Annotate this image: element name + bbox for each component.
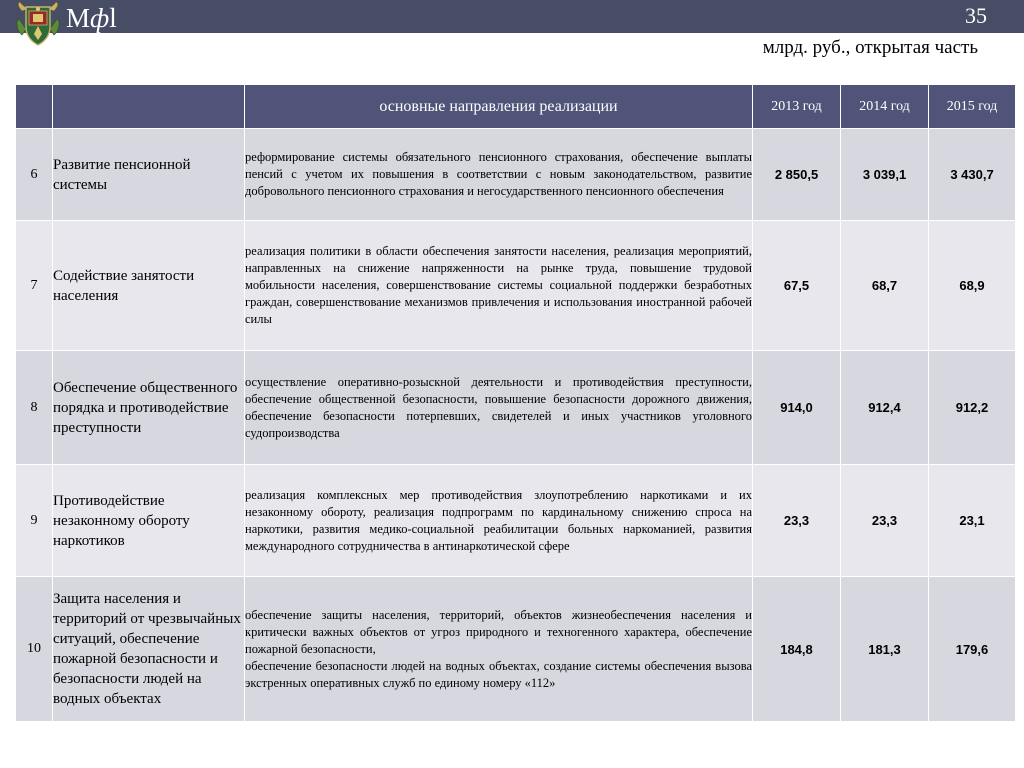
units-subtitle: млрд. руб., открытая часть [762, 37, 978, 58]
logo-text [66, 3, 115, 33]
logo-letter-cut: l [109, 3, 117, 33]
coat-of-arms-icon [16, 1, 60, 47]
row-number: 8 [16, 351, 53, 465]
value-2014: 912,4 [841, 351, 929, 465]
program-description [245, 221, 753, 351]
program-title: Развитие пенсионной системы [53, 129, 245, 221]
table-row [16, 577, 1016, 722]
value-2013: 914,0 [753, 351, 841, 465]
value-2013: 2 850,5 [753, 129, 841, 221]
budget-table [15, 84, 1016, 722]
program-description [245, 129, 753, 221]
program-title: Обеспечение общественного порядка и противодействие преступности [53, 351, 245, 465]
table-header-row [16, 85, 1016, 129]
column-header-2013: 2013 год [753, 85, 841, 129]
column-header-program [53, 85, 245, 129]
table-row [16, 465, 1016, 577]
table-row [16, 129, 1016, 221]
description-text: реализация комплексных мер противодействия злоупотреблению наркотиками и их незаконному обороту, реализация подпрограмм по кардинальному снижению спроса на наркотики, развития медико-социальной реабилитации больных наркоманией, развития международного сотрудничества в антинаркотической сфере [245, 487, 752, 553]
column-header-number [16, 85, 53, 129]
value-2014: 181,3 [841, 577, 929, 722]
description-text: реализация политики в области обеспечения занятости населения, реализация мероприятий, направленных на снижение напряженности на рынке труда, повышение трудовой мобильности населения, совершенствование системы социальной поддержки безработных граждан, совершенствование механизмов привлечения и использования иностранной рабочей силы [245, 244, 752, 326]
row-number: 10 [16, 577, 53, 722]
logo-letter: М [66, 3, 91, 33]
page-number: 35 [965, 3, 987, 28]
column-header-2014: 2014 год [841, 85, 929, 129]
column-header-2015: 2015 год [929, 85, 1016, 129]
row-number: 7 [16, 221, 53, 351]
table-row [16, 351, 1016, 465]
value-2015: 179,6 [929, 577, 1016, 722]
column-header-directions: основные направления реализации [245, 85, 753, 129]
value-2013: 67,5 [753, 221, 841, 351]
value-2013: 184,8 [753, 577, 841, 722]
value-2014: 68,7 [841, 221, 929, 351]
logo-letter-italic: ф [90, 3, 110, 33]
value-2015: 912,2 [929, 351, 1016, 465]
top-bar [0, 0, 1024, 33]
table-row [16, 221, 1016, 351]
program-title: Содействие занятости населения [53, 221, 245, 351]
value-2013: 23,3 [753, 465, 841, 577]
value-2014: 23,3 [841, 465, 929, 577]
value-2015: 23,1 [929, 465, 1016, 577]
program-description [245, 351, 753, 465]
program-description [245, 577, 753, 722]
description-text: осуществление оперативно-розыскной деятельности и противодействия преступности, обеспечение общественной безопасности, повышение безопасности дорожного движения, обеспечение безопасности потерпевших, свидетелей и иных участников уголовного судопроизводства [245, 374, 752, 440]
program-description [245, 465, 753, 577]
value-2015: 3 430,7 [929, 129, 1016, 221]
row-number: 9 [16, 465, 53, 577]
value-2014: 3 039,1 [841, 129, 929, 221]
description-text: реформирование системы обязательного пенсионного страхования, обеспечение выплаты пенсий с учетом их повышения в соответствии с новым законодательством, развитие добровольного пенсионного страхования и негосударственного пенсионного обеспечения [245, 150, 752, 198]
value-2015: 68,9 [929, 221, 1016, 351]
description-text-continued: обеспечение безопасности людей на водных объектах, создание системы обеспечения вызова экстренных оперативных служб по единому номеру «112» [245, 658, 752, 690]
description-text: обеспечение защиты населения, территорий, объектов жизнеобеспечения населения и критически важных объектов от угроз природного и техногенного характера, обеспечение пожарной безопасности, [245, 607, 752, 656]
program-title: Противодействие незаконному обороту наркотиков [53, 465, 245, 577]
program-title: Защита населения и территорий от чрезвычайных ситуаций, обеспечение пожарной безопасности и безопасности людей на водных объектах [53, 577, 245, 722]
row-number: 6 [16, 129, 53, 221]
